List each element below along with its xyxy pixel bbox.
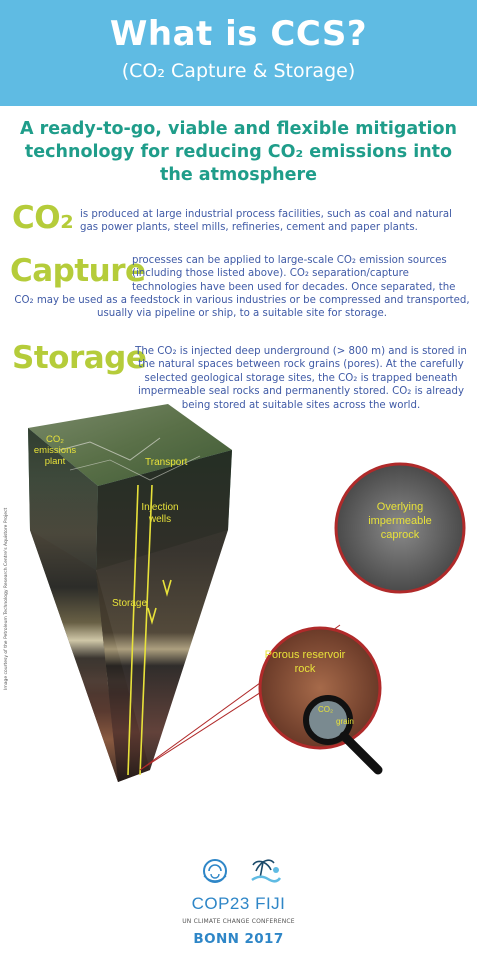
footer <box>0 850 477 959</box>
label-injection-line1: Injection <box>141 502 179 513</box>
reservoir-callout <box>260 628 380 770</box>
caprock-label-line3: caprock <box>380 529 420 541</box>
reservoir-label-line2: rock <box>294 663 316 675</box>
image-credit: Image courtesy of the Petroleum Technology Research Centre's Aquistore Project <box>4 507 9 690</box>
caprock-label-line1: Overlying <box>376 501 424 513</box>
unfccc-logo-icon <box>200 856 230 886</box>
palm-island-icon <box>250 856 282 886</box>
geology-illustration <box>0 390 477 830</box>
co2-heading: CO₂ <box>12 200 74 236</box>
magnifier-co2-label: CO₂ <box>318 705 334 714</box>
storage-description: The CO₂ is injected deep underground (> 800 m) and is stored in the natural spaces between rock grains (pores). At the carefully selected geological storage sites, the CO₂ is trapped beneath impermeable seal rocks and permanently stored. CO₂ is already being stored at suitable sites across the world. <box>135 346 467 411</box>
capture-description-part1: processes can be applied to large-scale CO₂ emission sources (including those listed above). CO₂ separation/capture technologies have been used for decades. Once separated, the <box>132 255 456 293</box>
co2-description: is produced at large industrial process facilities, such as coal and natural gas power plants, steel mills, refineries, cement and paper plants. <box>80 209 452 234</box>
label-storage: Storage <box>112 598 148 609</box>
storage-heading: Storage <box>12 340 147 376</box>
magnifier-grain-label: grain <box>336 717 354 726</box>
label-transport: Transport <box>145 457 188 468</box>
page-title: What is CCS? <box>109 14 368 54</box>
label-co2-line1: CO₂ <box>46 434 64 445</box>
tagline: A ready-to-go, viable and flexible mitigation technology for reducing CO₂ emissions into the atmosphere <box>19 119 458 185</box>
reservoir-label-line1: Porous reservoir <box>264 649 346 661</box>
capture-heading: Capture <box>10 253 146 289</box>
page-subtitle: (CO₂ Capture & Storage) <box>121 60 356 82</box>
label-co2-line2: emissions <box>33 445 77 456</box>
event-name: COP23 FIJI <box>191 894 286 913</box>
header-banner <box>0 0 477 106</box>
label-injection-line2: wells <box>148 514 172 525</box>
caprock-callout <box>336 464 464 592</box>
capture-description-part2: CO₂ may be used as a feedstock in various industries or be compressed and transported, usually via pipeline or ship, to a suitable site for storage. <box>14 295 470 320</box>
event-location: BONN 2017 <box>193 931 284 947</box>
caprock-label-line2: impermeable <box>368 515 432 527</box>
label-co2-line3: plant <box>44 456 66 467</box>
conference-name: UN CLIMATE CHANGE CONFERENCE <box>182 918 295 925</box>
